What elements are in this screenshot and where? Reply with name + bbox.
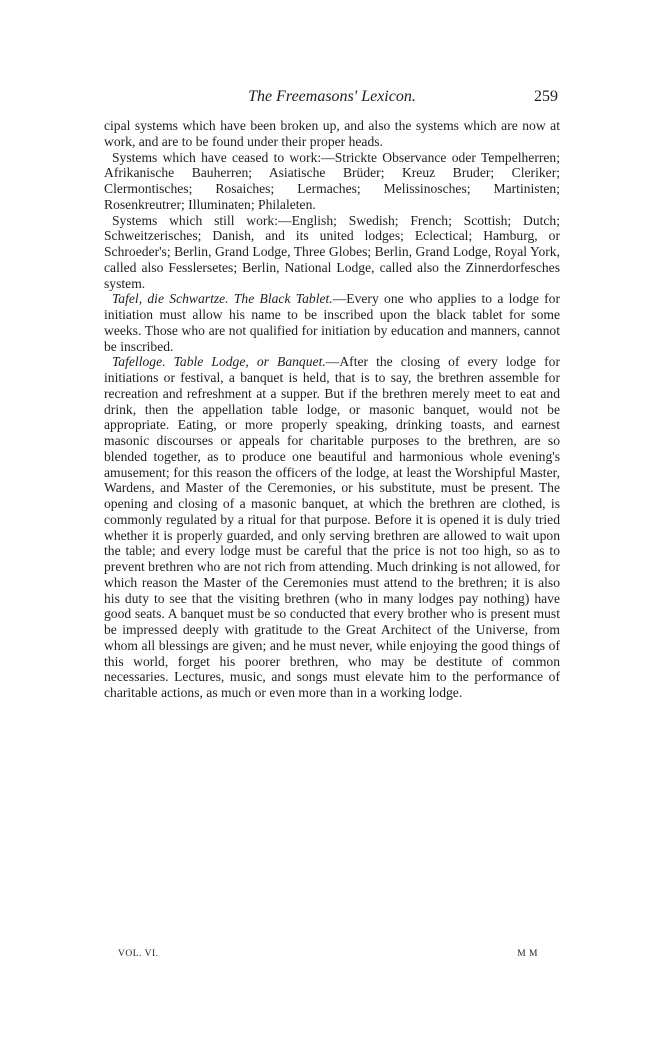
paragraph-text: —After the closing of every lodge for initiations or festival, a banquet is held, that is to say, the brethren assemble for recreation and refreshment at a supper. But if the brethren merely meet to eat and drink, then the appellation table lodge, or masonic banquet, would not be appropriate. Eating, or more properly speaking, drinking toasts, and earnest masonic discourses or appeals for charitable purposes to the brethren, are so blended together, as to produce one beautiful and harmonious whole evening's amusement; for this reason the officers of the lodge, at least the Worshipful Master, Wardens, and Master of the Ceremonies, or his substitute, must be present. The opening and closing of a masonic banquet, at which the brethren are clothed, is commonly regulated by a ritual for that purpose. Before it is opened it is duly tried whether it is properly guarded, and only serving brethren are allowed to wait upon the table; and every lodge must be careful that the price is not too high, so as to prevent brethren who are not rich from attending. Much drinking is not allowed, for which reason the Master of the Ceremonies must attend to the brethren; it is also his duty to see that the visiting brethren (who in many lodges pay nothing) have good seats. A banquet must be so conducted that every brother who is present must be impressed deeply with gratitude to the Great Architect of the Universe, from whom all blessings are given; and he must never, while enjoying the good things of this world, forget his poorer brethren, who may be destitute of common necessaries. Lectures, music, and songs must elevate him to the performance of charitable actions, as much or even more than in a working lodge. [104, 354, 560, 700]
paragraph [104, 291, 560, 354]
signature-mark: M M [517, 949, 538, 959]
paragraph [104, 118, 560, 150]
paragraph-text: —Every one who applies to a lodge for initiation must allow his name to be inscribed upon the black tablet for some weeks. Those who are not qualified for initiation by education and manners, cannot be inscribed. [104, 291, 561, 354]
paragraph-text: Systems which have ceased to work:—Strickte Observance oder Tempelherren; Afrikanische Bauherren; Asiatische Brüder; Kreuz Bruder; Cleriker; Clermontisches; Rosaiches; Lermaches; Melissinosches; Martinisten; Rosenkreutrer; Illuminaten; Philaleten. [104, 149, 560, 212]
paragraph [104, 150, 560, 213]
entry-heading: Tafelloge. Table Lodge, or Banquet. [112, 354, 326, 370]
paragraph-text: cipal systems which have been broken up, and also the systems which are now at work, and are to be found under their proper heads. [104, 118, 560, 149]
paragraph [104, 213, 560, 292]
book-page [104, 88, 560, 701]
running-head [104, 88, 560, 118]
entry-heading: Tafel, die Schwartze. The Black Tablet. [112, 291, 333, 307]
running-title: The Freemasons' Lexicon. [248, 88, 416, 105]
body-text [104, 118, 560, 701]
volume-label: VOL. VI. [118, 949, 159, 959]
paragraph [104, 354, 560, 701]
paragraph-text: Systems which still work:—English; Swedish; French; Scottish; Dutch; Schweitzerisches; Danish, and its united lodges; Eclectical; Hamburg, or Schroeder's; Berlin, Grand Lodge, Three Globes; Berlin, Grand Lodge, Royal York, called also Fesslersetes; Berlin, National Lodge, called also the Zinnerdorfesches system. [104, 212, 560, 291]
page-number: 259 [534, 88, 558, 105]
